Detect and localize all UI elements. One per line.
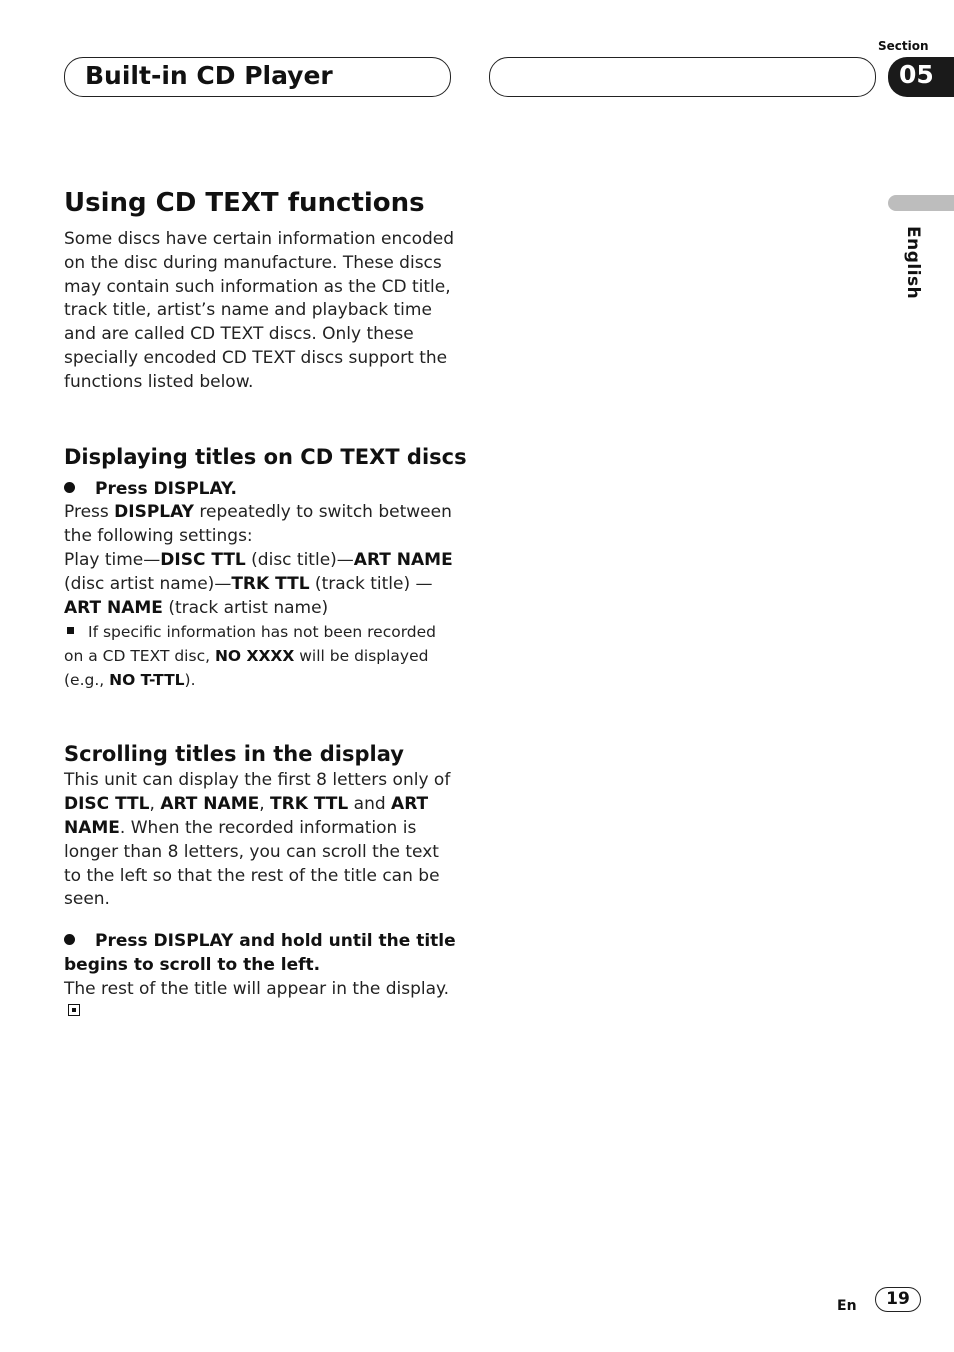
bullet-icon [64,934,75,945]
section-tab [888,57,954,97]
section-heading-scrolling-titles: Scrolling titles in the display [64,742,404,767]
language-label: English [903,226,923,300]
bullet-icon [64,482,75,493]
section-number: 05 [899,60,934,89]
section-label: Section [878,39,929,53]
intro-paragraph: Some discs have certain information encoded on the disc during manufacture. These discs may contain such information as the CD title, track title, artist’s name and playback time and are called CD TEXT discs. Only these specially encoded CD TEXT discs support the functions listed below. [64,229,455,392]
chapter-title: Built-in CD Player [85,61,333,90]
page-number: 19 [875,1287,921,1312]
section-heading-displaying-titles: Displaying titles on CD TEXT discs [64,444,467,469]
language-tab-bar [888,195,954,211]
header-blank-frame [489,57,876,97]
footer-language-code: En [837,1298,857,1314]
note-paragraph: If specific information has not been recorded on a CD TEXT disc, NO XXXX will be displayed (e.g., NO T-TTL). [64,623,437,690]
step-press-display: Press DISPLAY. [64,478,456,502]
scrolling-paragraph: This unit can display the first 8 letters only of DISC TTL, ART NAME, TRK TTL and ART NAME. When the recorded information is longer than 8 letters, you can scroll the text to the left so that the rest of the title can be seen. [64,770,451,910]
page-title: Using CD TEXT functions [64,188,425,218]
display-settings-paragraph: Press DISPLAY repeatedly to switch between the following settings: Play time—DISC TTL (disc title)—ART NAME (disc artist name)—TRK TTL (track title) —ART NAME (track artist name) [64,502,453,618]
main-content [64,186,467,1025]
end-of-section-icon [68,1004,80,1016]
result-paragraph: The rest of the title will appear in the display. [64,978,456,1026]
step-press-and-hold: Press DISPLAY and hold until the title begins to scroll to the left. [64,931,456,975]
header-title-frame [64,57,451,97]
note-square-icon [67,627,74,634]
